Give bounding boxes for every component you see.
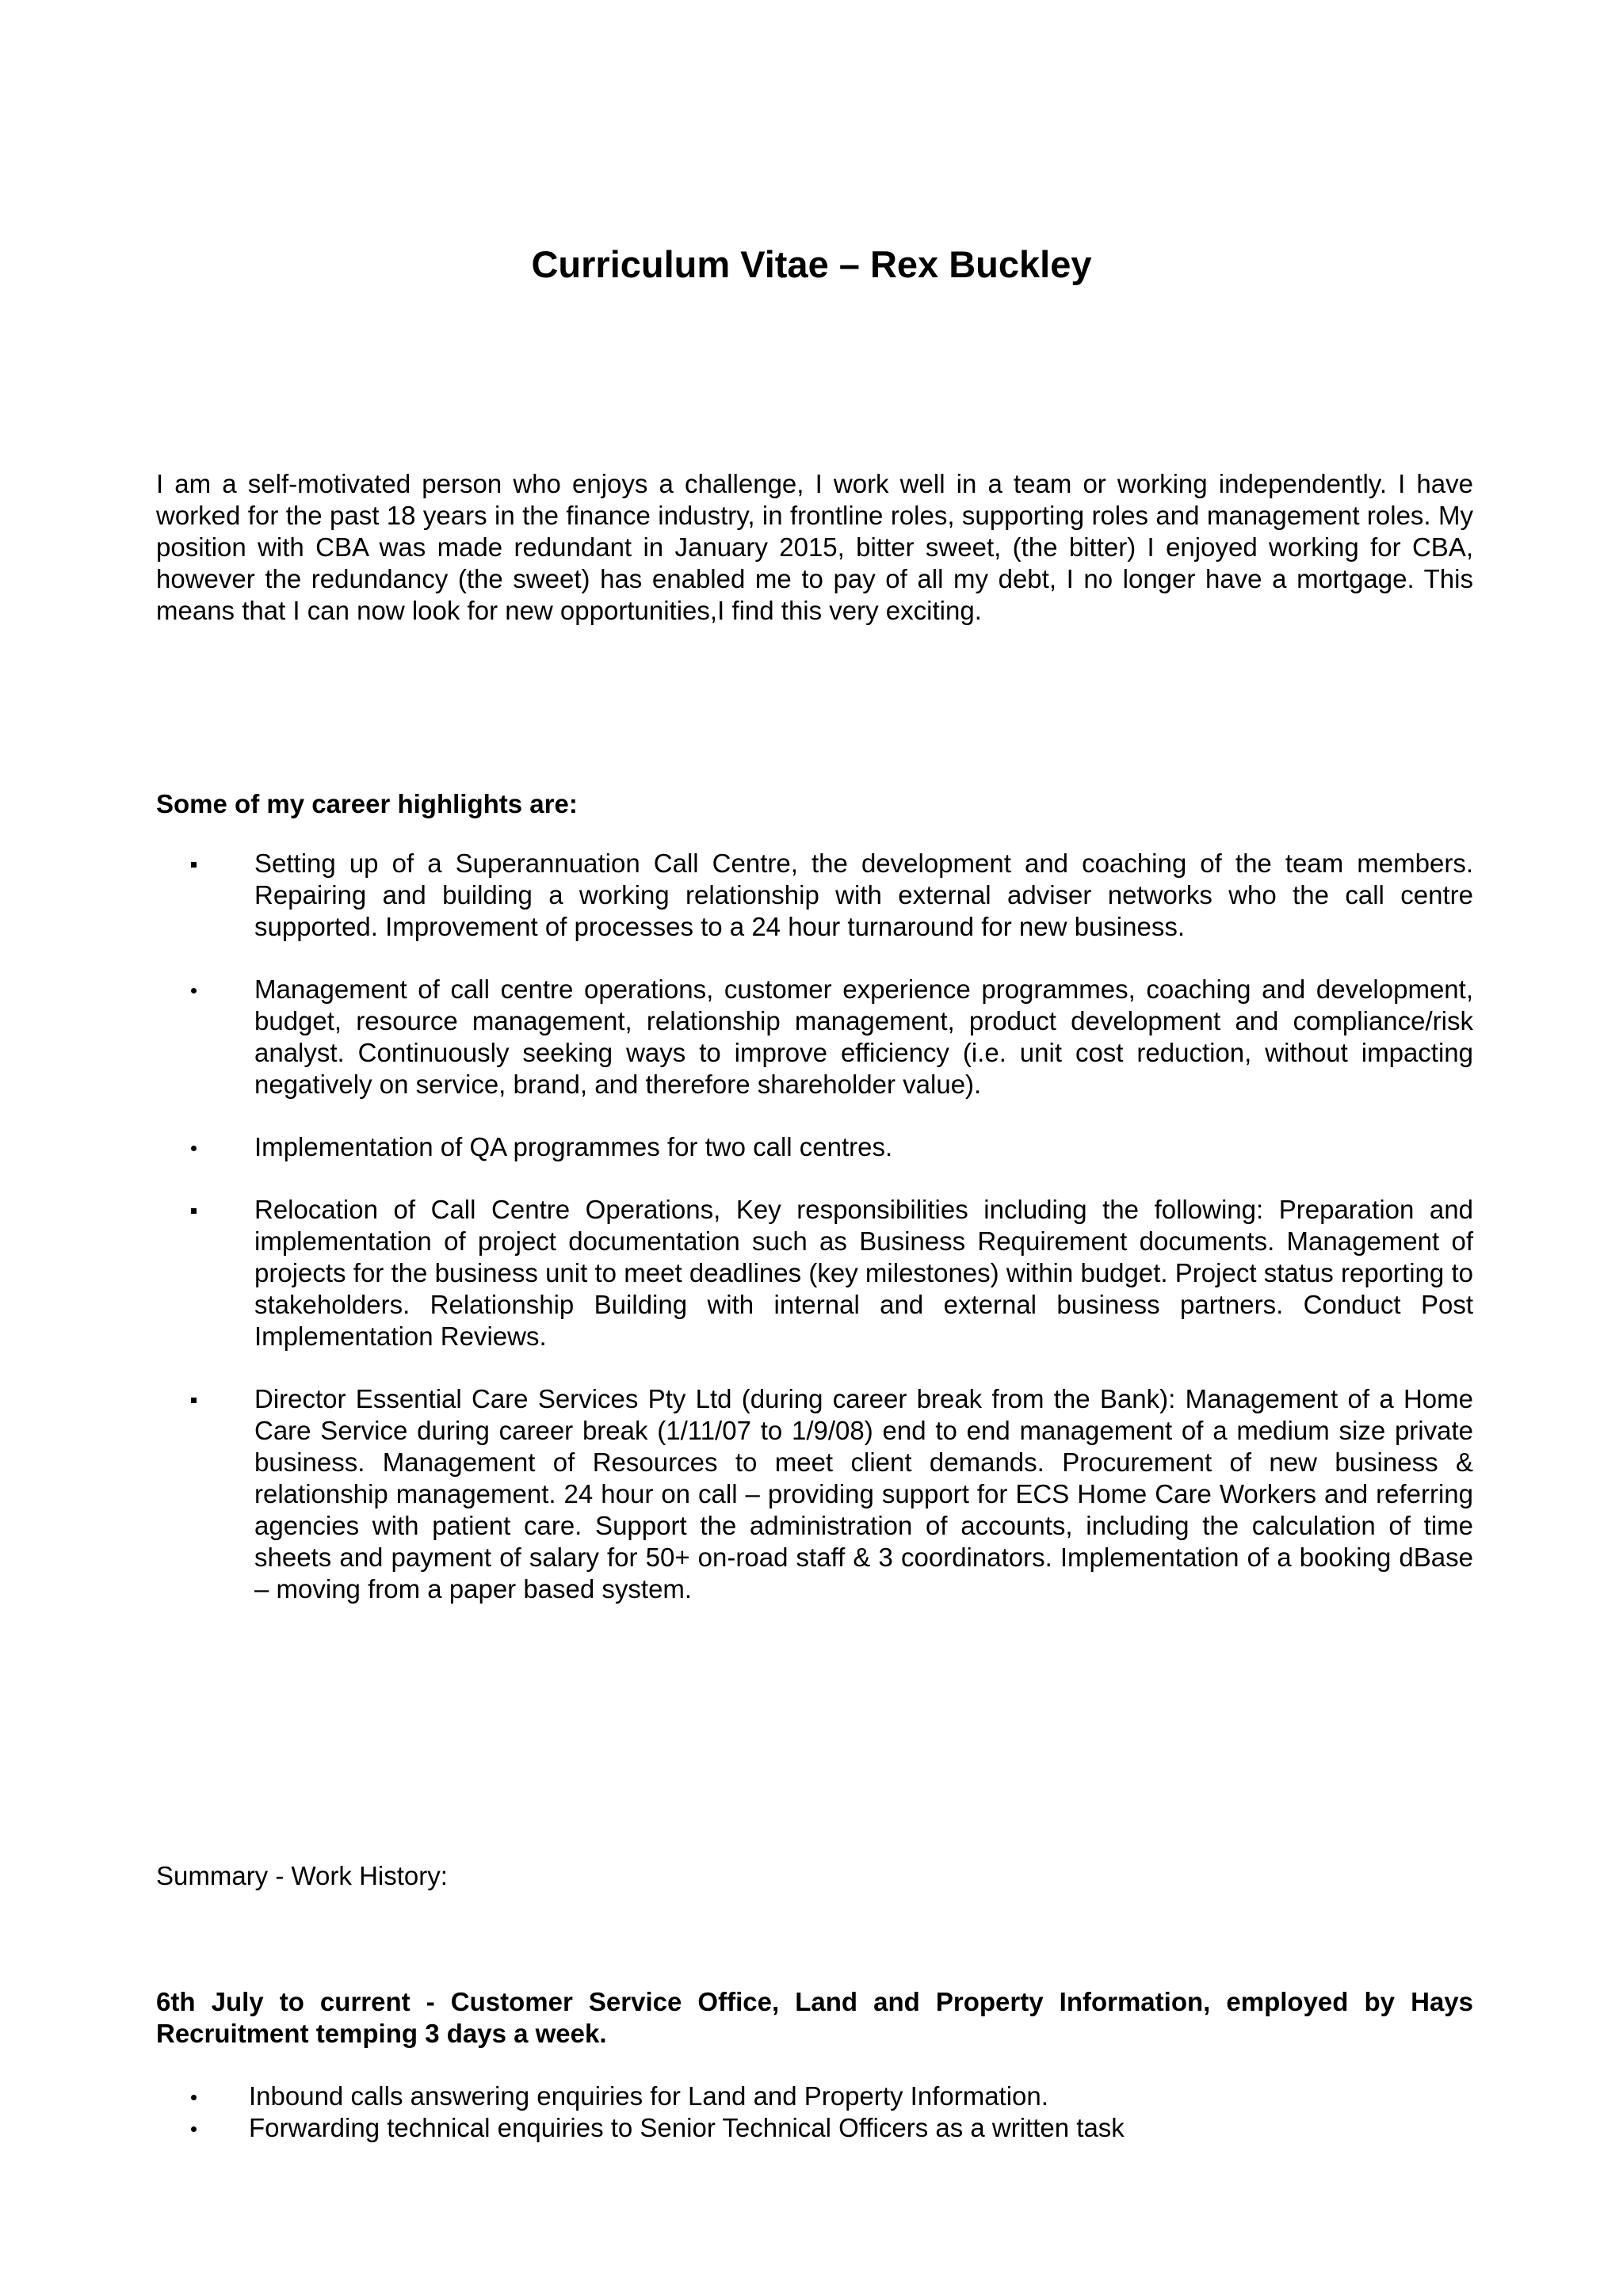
list-item [156,1131,1473,1163]
list-item [156,2112,1473,2144]
highlight-text: Relocation of Call Centre Operations, Key responsibilities including the following: Preparation and implementation of project documentation such as Business Requirement documents. Management of projects for the business unit to meet deadlines (key milestones) within budget. Project status reporting to stakeholders. Relationship Building with internal and external business partners. Conduct Post Implementation Reviews. [254,1195,1473,1351]
highlight-text: Setting up of a Superannuation Call Centre, the development and coaching of the team members. Repairing and building a working relationship with external adviser networks who the call centre supported. Improvement of processes to a 24 hour turnaround for new business. [254,849,1473,941]
duty-text: Inbound calls answering enquiries for Land and Property Information. [249,2081,1048,2111]
page-title: Curriculum Vitae – Rex Buckley [531,243,1092,285]
list-item [156,974,1473,1100]
highlights-heading: Some of my career highlights are: [156,789,578,818]
list-item [156,1383,1473,1605]
highlight-text: Director Essential Care Services Pty Ltd (during career break from the Bank): Management of a Home Care Service during career break (1/11/07 to 1/9/08) end to end management of a medium size private business. Management of Resources to meet client demands. Procurement of new business & relationship management. 24 hour on call – providing support for ECS Home Care Workers and referring agencies with patient care. Support the administration of accounts, including the calculation of time sheets and payment of salary for 50+ on-road staff & 3 coordinators. Implementation of a booking dBase – moving from a paper based system. [254,1384,1473,1604]
highlight-text: Implementation of QA programmes for two call centres. [254,1132,893,1161]
intro-paragraph: I am a self-motivated person who enjoys a challenge, I work well in a team or working independently. I have worked for the past 18 years in the finance industry, in frontline roles, supporting roles and management roles. My position with CBA was made redundant in January 2015, bitter sweet, (the bitter) I enjoyed working for CBA, however the redundancy (the sweet) has enabled me to pay of all my debt, I no longer have a mortgage. This means that I can now look for new opportunities,I find this very exciting. [156,469,1473,625]
list-item [156,1194,1473,1352]
duties-list [156,2081,1473,2144]
duty-text: Forwarding technical enquiries to Senior Technical Officers as a written task [249,2113,1125,2142]
work-history-heading: Summary - Work History: [156,1861,448,1890]
highlight-text: Management of call centre operations, customer experience programmes, coaching and development, budget, resource management, relationship management, product development and compliance/risk analyst. Continuously seeking ways to improve efficiency (i.e. unit cost reduction, without impacting negatively on service, brand, and therefore shareholder value). [254,974,1473,1099]
list-item [156,848,1473,943]
highlights-list [156,848,1473,1636]
job-heading: 6th July to current - Customer Service Office, Land and Property Information, employed by Hays Recruitment temping 3 days a week. [156,1987,1473,2048]
list-item [156,2081,1473,2112]
